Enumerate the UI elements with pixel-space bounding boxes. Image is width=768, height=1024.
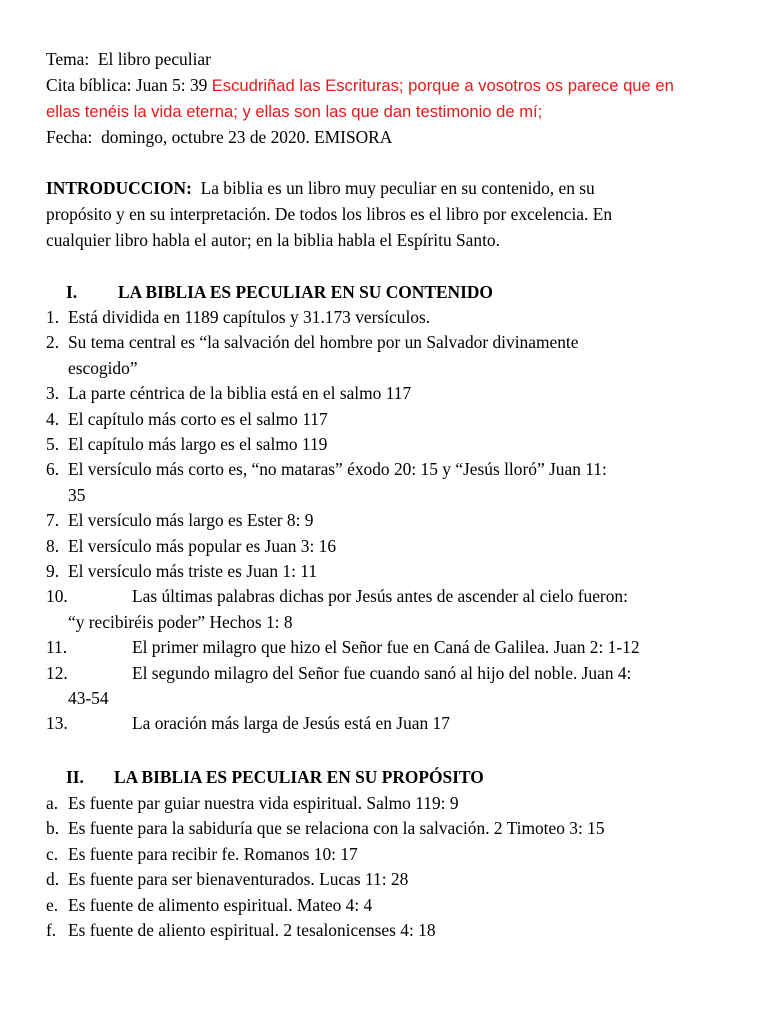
section2-item-text: Es fuente par guiar nuestra vida espiritual. Salmo 119: 9 [68, 793, 459, 813]
cita-label: Cita bíblica: [46, 75, 132, 95]
section1-item [46, 711, 736, 736]
section1-item-number: 7. [46, 510, 60, 531]
section1-title: LA BIBLIA ES PECULIAR EN SU CONTENIDO [118, 282, 493, 302]
section1-item-number: 1. [46, 307, 60, 327]
section2-item [46, 867, 736, 892]
section1-item-continuation [46, 483, 736, 508]
section2-item-number: c. [46, 843, 59, 864]
section1-item-number: 10. [46, 586, 68, 607]
section1-item-continuation [46, 356, 736, 381]
section1-item-number: 5. [46, 434, 60, 454]
section1-item [46, 508, 736, 533]
section1-item-text: El versículo más triste es Juan 1: 11 [68, 561, 318, 581]
section2-item [46, 842, 736, 867]
section2-item-text: Es fuente de alimento espiritual. Mateo 4: 4 [68, 894, 373, 915]
intro-text-1: La biblia es un libro muy peculiar en su contenido, en su [200, 178, 595, 198]
section2-item-number: d. [46, 869, 60, 890]
section1-item-text: La oración más larga de Jesús está en Juan 17 [132, 713, 450, 734]
tema-line [46, 47, 211, 73]
fecha-label: Fecha: [46, 127, 93, 147]
section2-item [46, 816, 736, 841]
section2-heading [46, 765, 736, 790]
section1-item-text: El capítulo más corto es el salmo 117 [68, 408, 328, 429]
cita-quote-line1: Escudriñad las Escrituras; porque a vosotros os parece que en [211, 76, 674, 95]
section1-item-continuation [46, 686, 736, 711]
section2-title: LA BIBLIA ES PECULIAR EN SU PROPÓSITO [114, 767, 484, 787]
section2-item-number: b. [46, 818, 60, 839]
section1-item-number: 3. [46, 383, 60, 404]
section1-item [46, 432, 736, 457]
section2-item-text: Es fuente para la sabiduría que se relaciona con la salvación. 2 Timoteo 3: 15 [68, 818, 605, 839]
section1-item-number: 9. [46, 561, 60, 581]
section2-item-number: e. [46, 894, 59, 915]
section1-item [46, 661, 736, 686]
section2-numeral: II. [66, 767, 84, 787]
section1-numeral: I. [66, 282, 78, 302]
section1-item-number: 8. [46, 535, 60, 556]
section1-item-continuation-text: 35 [68, 484, 86, 505]
intro-line2: propósito y en su interpretación. De todos los libros es el libro por excelencia. En [46, 204, 613, 224]
section1-item-number: 12. [46, 662, 68, 683]
section1-item-continuation-text: 43-54 [68, 688, 109, 708]
section1-item [46, 407, 736, 432]
cita-line [46, 73, 674, 99]
section1-item [46, 305, 736, 330]
section1-item [46, 584, 736, 609]
section1-item-text: La parte céntrica de la biblia está en el salmo 117 [68, 383, 412, 404]
section1-item-continuation-text: escogido” [68, 357, 138, 378]
section1-item-number: 11. [46, 637, 68, 658]
section1-item-text: El versículo más largo es Ester 8: 9 [68, 510, 314, 531]
intro-line1 [46, 176, 595, 202]
section2-item [46, 893, 736, 918]
section1-item-number: 6. [46, 459, 60, 480]
section1-item [46, 534, 736, 559]
cita-reference: Juan 5: 39 [135, 75, 208, 95]
intro-label: INTRODUCCION: [46, 178, 192, 198]
fecha-value: domingo, octubre 23 de 2020. EMISORA [101, 127, 393, 147]
section1-item [46, 330, 736, 355]
tema-label: Tema: [46, 49, 90, 69]
section1-item [46, 381, 736, 406]
section1-item [46, 559, 736, 584]
tema-value: El libro peculiar [97, 49, 211, 69]
section1-item-text: Su tema central es “la salvación del hombre por un Salvador divinamente [68, 332, 579, 353]
section1-item-text: El versículo más corto es, “no mataras” éxodo 20: 15 y “Jesús lloró” Juan 11: [68, 459, 607, 480]
cita-quote-line2: ellas tenéis la vida eterna; y ellas son las que dan testimonio de mí; [46, 102, 543, 121]
section2-item-number: f. [46, 920, 57, 940]
section2-item [46, 918, 736, 943]
section1-item [46, 457, 736, 482]
section1-item-number: 4. [46, 408, 60, 429]
section2-item [46, 791, 736, 816]
section1-item-text: Las últimas palabras dichas por Jesús antes de ascender al cielo fueron: [132, 586, 628, 607]
section1-item-number: 13. [46, 713, 68, 734]
intro-line3: cualquier libro habla el autor; en la biblia habla el Espíritu Santo. [46, 230, 500, 250]
section2-item-text: Es fuente para recibir fe. Romanos 10: 17 [68, 843, 358, 864]
fecha-line [46, 125, 392, 151]
section1-item-continuation [46, 610, 736, 635]
section2-item-number: a. [46, 793, 59, 813]
section1-item-number: 2. [46, 332, 60, 353]
section1-item-text: El primer milagro que hizo el Señor fue en Caná de Galilea. Juan 2: 1-12 [132, 637, 640, 658]
section1-heading [46, 280, 736, 305]
section1-item-text: El segundo milagro del Señor fue cuando sanó al hijo del noble. Juan 4: [132, 662, 632, 683]
section1-item-text: Está dividida en 1189 capítulos y 31.173 versículos. [68, 307, 431, 327]
section2-item-text: Es fuente de aliento espiritual. 2 tesalonicenses 4: 18 [68, 920, 436, 940]
section1-item-continuation-text: “y recibiréis poder” Hechos 1: 8 [68, 611, 293, 632]
section1-item-text: El versículo más popular es Juan 3: 16 [68, 535, 337, 556]
section1-item-text: El capítulo más largo es el salmo 119 [68, 434, 328, 454]
section2-item-text: Es fuente para ser bienaventurados. Lucas 11: 28 [68, 869, 409, 890]
section1-item [46, 635, 736, 660]
